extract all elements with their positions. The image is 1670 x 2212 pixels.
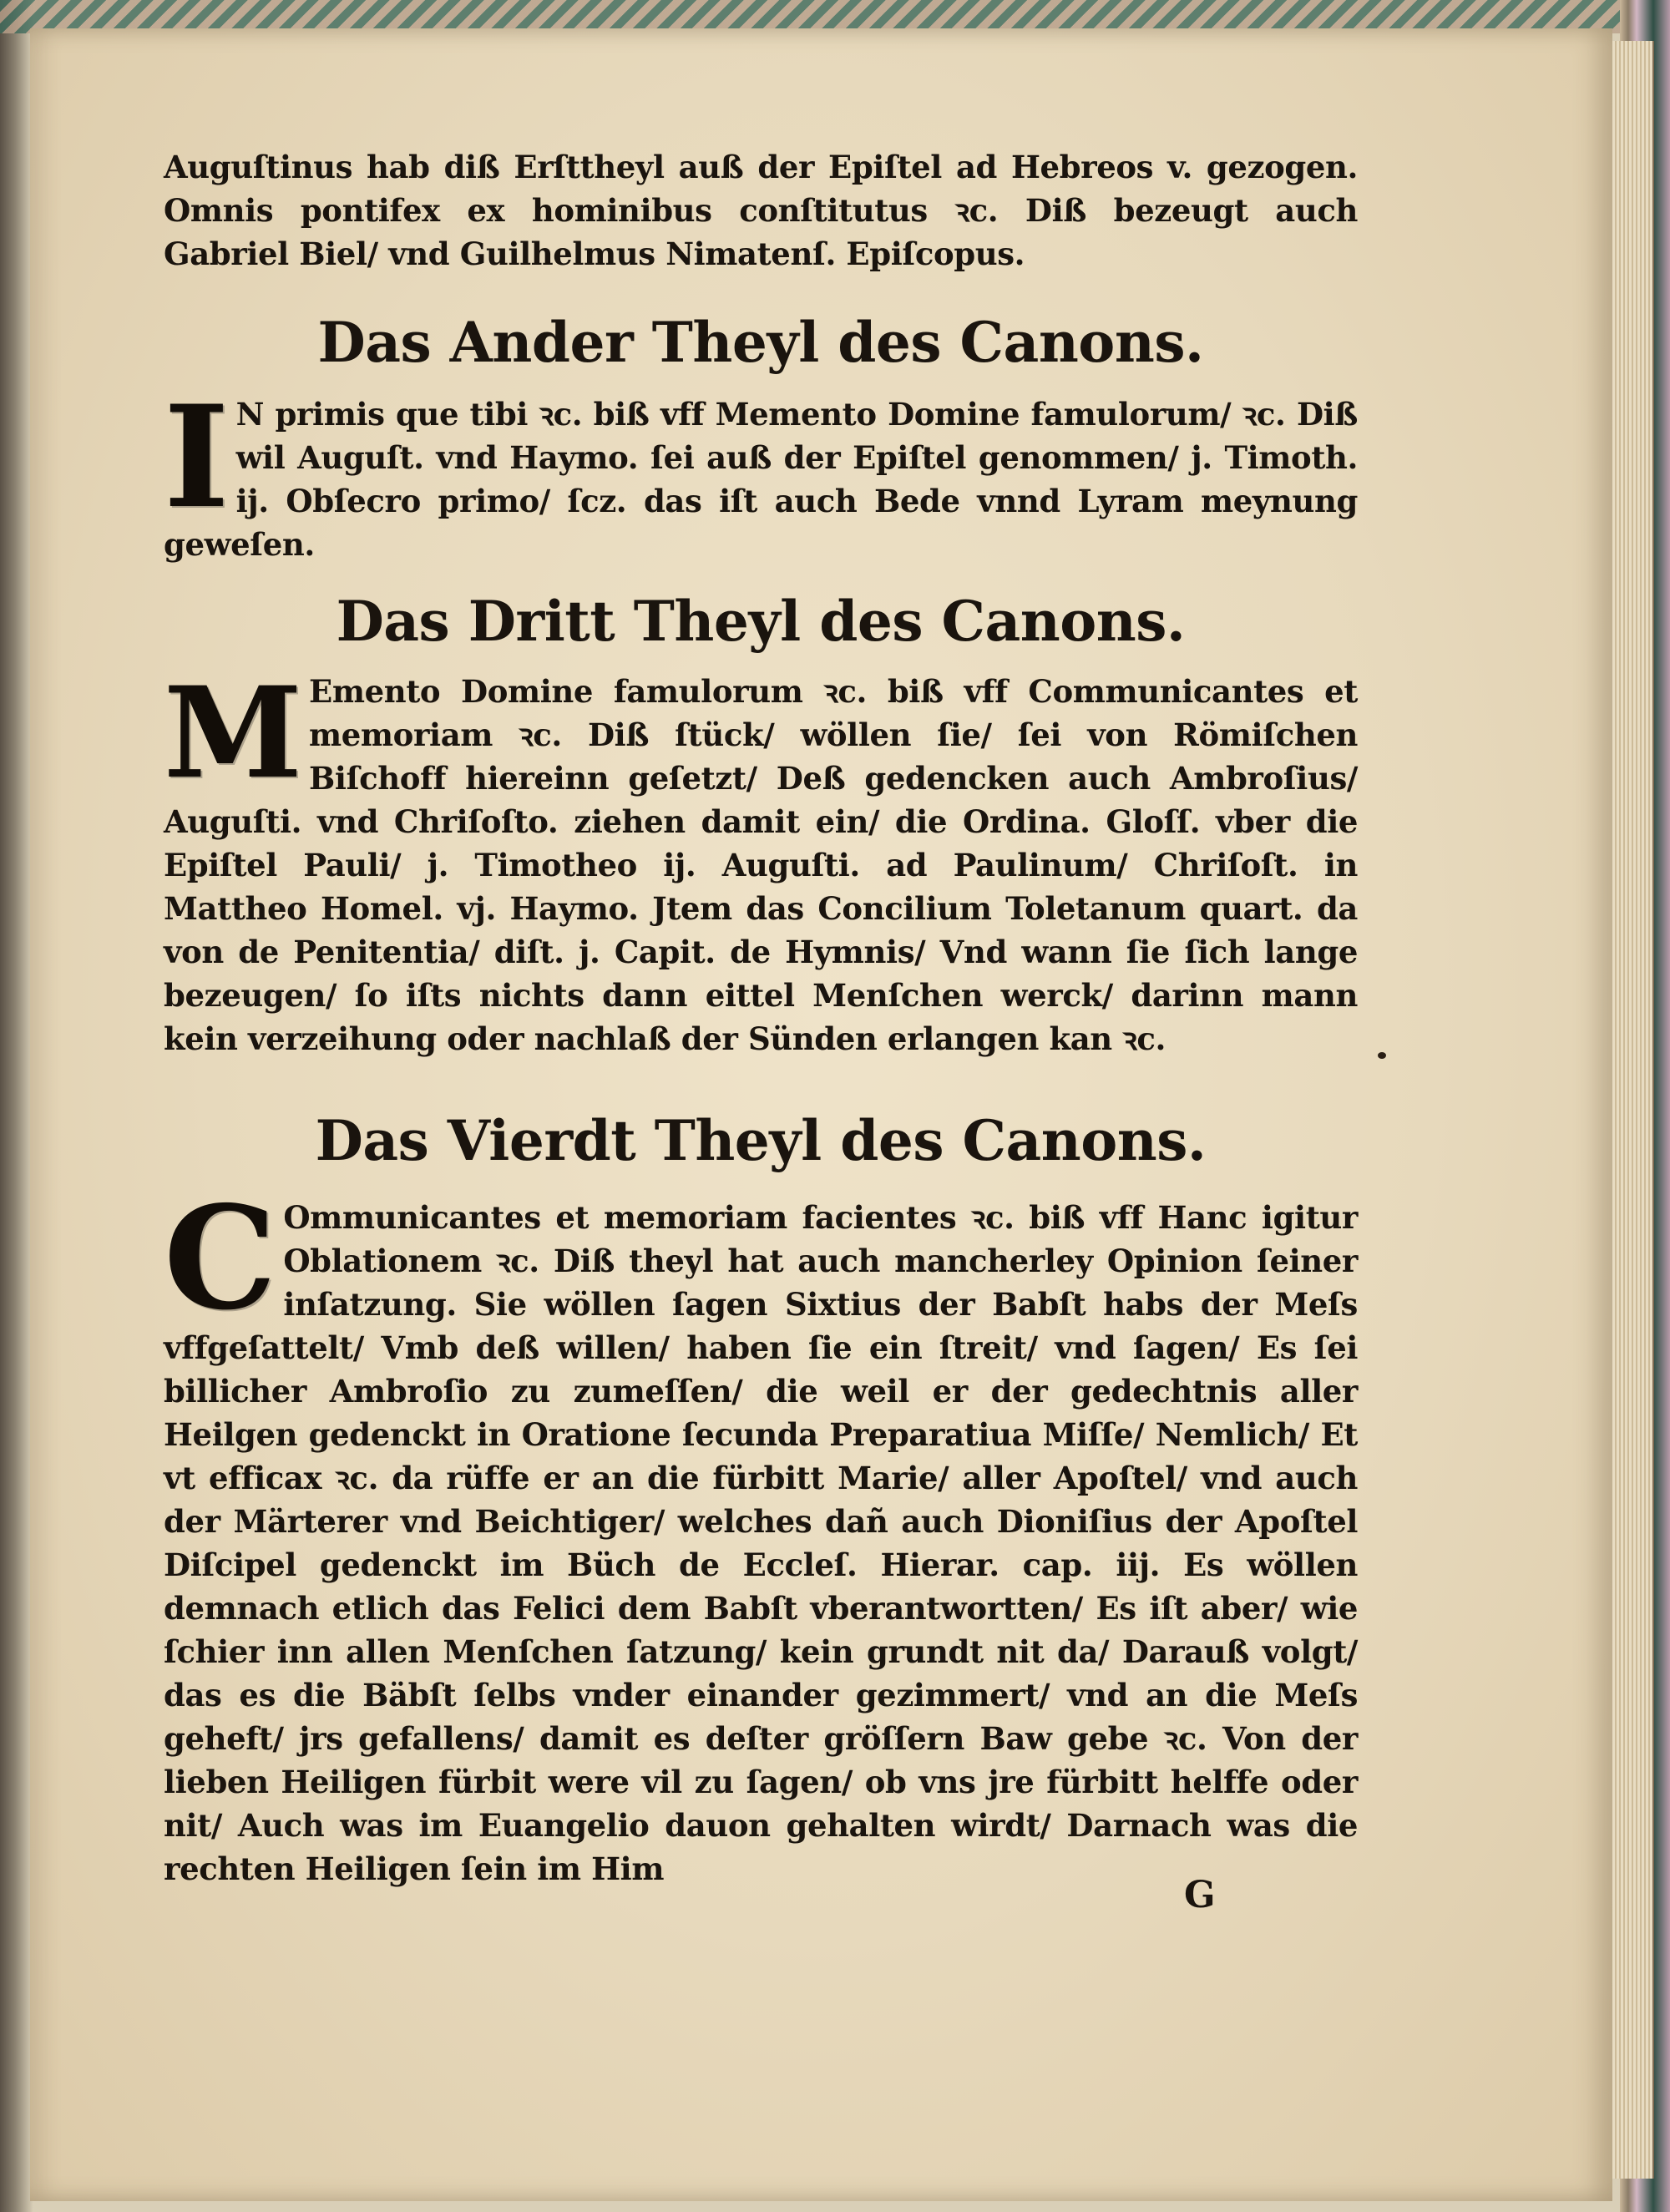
page-stack-edge bbox=[1612, 41, 1654, 2179]
initial-letter-i: I bbox=[164, 374, 230, 539]
section-3 bbox=[164, 660, 1358, 1060]
paragraph-2: N primis que tibi ꝛc. biß vff Memento Domine famulorum/ ꝛc. Diß wil Auguſt. vnd Haymo. ſei auß der Epiſtel genommen/ j. Timoth. ij. Obſecro primo/ ſcz. das iſt auch Bede vnnd Lyram meynung geweſen. bbox=[164, 396, 1358, 563]
initial-letter-c: C bbox=[164, 1175, 277, 1342]
paragraph-3: Emento Domine famulorum ꝛc. biß vff Communicantes et memoriam ꝛc. Diß ſtück/ wöllen ſie/ ſei von Römiſchen Biſchoff hiereinn geſetzt/ Deß gedencken auch Ambroſius/ Auguſti. vnd Chriſoſto. ziehen damit ein/ die Ordina. Gloſſ. vber die Epiſtel Pauli/ j. Timotheo ij. Auguſti. ad Paulinum/ Chriſoſt. in Mattheo Homel. vj. Haymo. Jtem das Concilium Toletanum quart. da von de Penitentia/ diſt. j. Capit. de Hymnis/ Vnd wann ſie ſich lange bezeugen/ ſo iſts nichts dann eittel Menſchen werck/ darinn mann kein verzeihung oder nachlaß der Sünden erlangen kan ꝛc. bbox=[164, 673, 1358, 1057]
section-2 bbox=[164, 374, 1358, 566]
heading-ander-theyl: Das Ander Theyl des Canons. bbox=[317, 310, 1204, 375]
ink-speck bbox=[1378, 1052, 1386, 1059]
heading-vierdt-theyl: Das Vierdt Theyl des Canons. bbox=[315, 1108, 1207, 1173]
section-4 bbox=[164, 1175, 1358, 1891]
signature-mark: G bbox=[1184, 1874, 1216, 1916]
paragraph-1: Auguſtinus hab diß Erſttheyl auß der Epiſtel ad Hebreos v. gezogen. Omnis pontifex ex hominibus conſtitutus ꝛc. Diß bezeugt auch Gabriel Biel/ vnd Guilhelmus Nimatenſ. Epiſcopus. bbox=[164, 149, 1358, 272]
text-block bbox=[164, 145, 1358, 1891]
heading-dritt-theyl: Das Dritt Theyl des Canons. bbox=[336, 589, 1186, 654]
paragraph-4: Ommunicantes et memoriam facientes ꝛc. biß vff Hanc igitur Oblationem ꝛc. Diß theyl hat auch mancherley Opinion ſeiner inſatzung. Sie wöllen ſagen Sixtius der Babſt habs der Meſs vffgeſattelt/ Vmb deß willen/ haben ſie ein ſtreit/ vnd ſagen/ Es ſei billicher Ambroſio zu zumeſſen/ die weil er der gedechtnis aller Heilgen gedenckt in Oratione ſecunda Preparatiua Miſſe/ Nemlich/ Et vt efficax ꝛc. da rüffe er an die fürbitt Marie/ aller Apoſtel/ vnd auch der Märterer vnd Beichtiger/ welches dañ auch Dioniſius der Apoſtel Diſcipel gedenckt im Büch de Eccleſ. Hierar. cap. iij. Es wöllen demnach etlich das Felici dem Babſt vberantwortten/ Es iſt aber/ wie ſchier inn allen Menſchen ſatzung/ kein grundt nit da/ Darauß volgt/ das es die Bäbſt ſelbs vnder einander gezimmert/ vnd an die Meſs geheft/ jrs gefallens/ damit es deſter gröſſern Baw gebe ꝛc. Von der lieben Heiligen fürbit were vil zu ſagen/ ob vns jre fürbitt helffe oder nit/ Auch was im Euangelio dauon gehalten wirdt/ Darnach was die rechten Heiligen ſein im Him bbox=[164, 1199, 1358, 1887]
page-sheet bbox=[30, 28, 1612, 2201]
initial-letter-m: M bbox=[164, 660, 303, 807]
